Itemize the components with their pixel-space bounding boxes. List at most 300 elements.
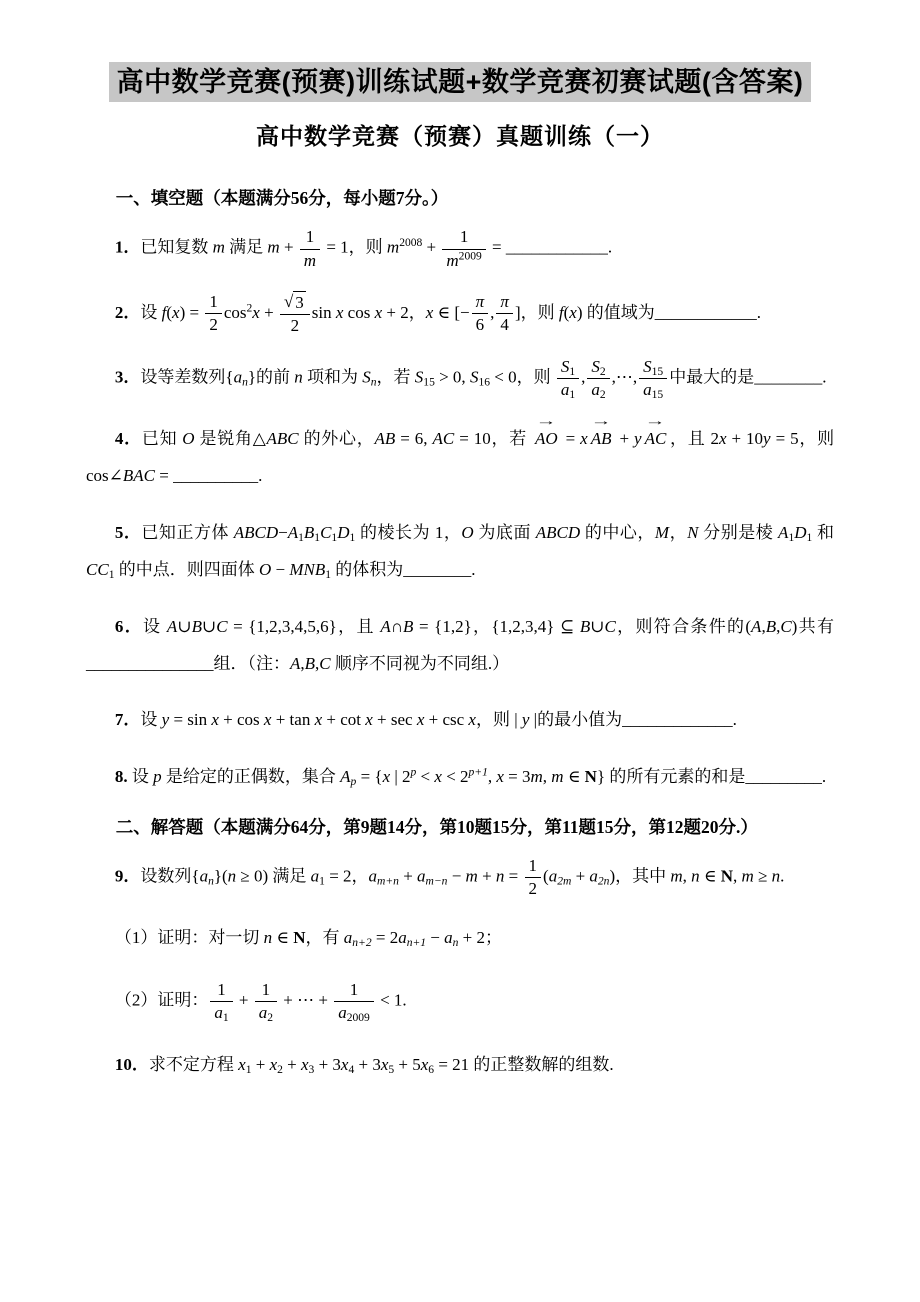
text-run: （1）证明：对一切 xyxy=(114,928,264,948)
math-roman: ∈ xyxy=(272,928,294,948)
math-variable: C xyxy=(780,616,792,636)
question-paragraph xyxy=(86,1046,834,1083)
fraction-numerator xyxy=(472,291,489,314)
math-variable: D xyxy=(337,522,350,542)
fraction-denominator xyxy=(442,250,485,272)
math-roman: − xyxy=(271,560,290,580)
math-subscript: 1 xyxy=(314,530,321,544)
math-roman: + xyxy=(279,237,298,257)
math-roman: {1,2,3,4} ⊆ xyxy=(491,616,580,636)
math-subscript: 2 xyxy=(267,1010,274,1024)
math-set-symbol: N xyxy=(293,928,306,948)
math-subscript: 6 xyxy=(428,1062,435,1076)
math-roman: > 0, xyxy=(434,367,470,387)
math-variable: n xyxy=(691,866,700,886)
math-variable: a xyxy=(560,379,570,399)
math-roman: = 2 xyxy=(371,928,399,948)
question-paragraph xyxy=(86,919,834,956)
math-variable: C xyxy=(216,616,228,636)
math-roman: + xyxy=(234,990,253,1010)
math-roman: ) = xyxy=(179,302,204,322)
math-subscript: 2 xyxy=(599,364,606,378)
text-run: 设数列 xyxy=(140,866,192,886)
math-variable: a xyxy=(338,1002,347,1022)
text-run: 已知 xyxy=(141,429,183,448)
math-roman: ( xyxy=(563,302,570,322)
math-variable: N xyxy=(687,522,699,542)
text-run: 中最大的是 xyxy=(669,367,755,387)
math-roman: + 2 xyxy=(382,302,409,322)
text-run: . xyxy=(402,990,407,1010)
math-roman: 6 xyxy=(475,315,485,335)
radical-content xyxy=(293,291,306,314)
question-number: 8. xyxy=(114,766,128,786)
math-variable: O xyxy=(182,429,195,448)
question-paragraph xyxy=(86,608,834,683)
math-variable: ABC xyxy=(266,429,299,448)
solution-questions-section xyxy=(86,855,834,1083)
math-variable: m xyxy=(303,250,317,270)
section-2-heading: 二、解答题（本题满分64分，第9题14分，第10题15分，第11题15分，第12题20分.） xyxy=(115,817,758,838)
math-roman: + tan xyxy=(271,710,315,730)
text-run: ，则 xyxy=(516,367,555,387)
text-run: ，则符合条件的 xyxy=(615,616,746,636)
text-run: 的棱长为 1， xyxy=(355,522,462,542)
math-subscript: 15 xyxy=(651,387,664,401)
math-roman: ____________. xyxy=(654,302,761,322)
math-roman: = xyxy=(560,429,581,448)
math-variable: x xyxy=(374,302,383,322)
question-paragraph xyxy=(86,226,834,271)
section-1-heading: 一、填空题（本题满分56分，每小题7分。） xyxy=(115,188,449,209)
math-variable: A xyxy=(380,616,391,636)
math-fraction xyxy=(255,979,277,1024)
math-superscript: p xyxy=(410,765,417,779)
math-variable: x xyxy=(365,710,373,730)
math-variable: y xyxy=(521,710,530,730)
math-variable: m xyxy=(551,766,564,786)
text-run: . xyxy=(780,866,785,886)
math-variable: x xyxy=(382,766,391,786)
fraction-denominator xyxy=(334,1002,374,1024)
math-variable: CC xyxy=(86,560,109,580)
math-roman: ( xyxy=(543,866,549,886)
fraction-numerator xyxy=(334,979,374,1002)
math-subscript: 1 xyxy=(349,530,356,544)
math-subscript: p xyxy=(350,774,357,788)
fill-in-questions-section xyxy=(86,226,834,795)
text-run: 的体积为 xyxy=(331,560,404,580)
math-variable: m xyxy=(741,866,754,886)
text-run: ，则 xyxy=(475,710,515,730)
math-roman: 1 xyxy=(528,856,538,876)
math-subscript: 2m xyxy=(557,874,572,888)
text-run: ，则 xyxy=(798,429,835,448)
fraction-numerator xyxy=(210,979,232,1002)
math-fraction xyxy=(525,855,542,900)
math-roman: = 10 xyxy=(454,429,491,448)
math-roman: + ⋯ + xyxy=(279,990,333,1010)
math-variable: S xyxy=(560,356,570,376)
math-fraction xyxy=(639,356,667,401)
math-roman: ) xyxy=(791,616,798,636)
math-variable: a xyxy=(444,928,453,948)
fraction-denominator xyxy=(300,250,320,272)
math-variable: x xyxy=(380,1054,389,1074)
math-roman: ( xyxy=(166,302,173,322)
math-variable: x xyxy=(416,710,425,730)
math-variable: A xyxy=(751,616,762,636)
text-run: ，若 xyxy=(490,429,532,448)
math-variable: B xyxy=(303,522,315,542)
text-run: 和 xyxy=(812,522,835,542)
math-variable: a xyxy=(643,379,652,399)
math-roman: { xyxy=(225,367,234,387)
math-roman: = { xyxy=(356,766,383,786)
math-variable: x xyxy=(569,302,577,322)
text-run: 的最小值为 xyxy=(537,710,623,730)
math-vector: AO → xyxy=(535,420,558,457)
fraction-denominator xyxy=(557,379,579,401)
math-roman: △ xyxy=(252,429,267,448)
math-subscript: 1 xyxy=(222,1010,229,1024)
fraction-numerator xyxy=(280,291,310,315)
math-variable: a xyxy=(589,866,598,886)
text-run: 为底面 xyxy=(473,522,536,542)
question-number: 2． xyxy=(114,302,141,322)
math-variable: ABCD xyxy=(233,522,279,542)
math-variable: n xyxy=(227,866,237,886)
math-roman: , xyxy=(761,616,766,636)
math-fraction xyxy=(334,979,374,1024)
question-paragraph xyxy=(86,356,834,401)
math-subscript: n+1 xyxy=(406,936,427,950)
math-roman: sin xyxy=(311,302,336,322)
math-roman: + 3 xyxy=(314,1054,341,1074)
math-subscript: 2 xyxy=(599,387,606,401)
fraction-denominator xyxy=(210,1002,232,1024)
math-variable: π xyxy=(475,292,485,312)
math-variable: a xyxy=(199,866,209,886)
math-variable: x xyxy=(252,302,260,322)
math-fraction xyxy=(442,226,485,271)
math-subscript: n xyxy=(452,936,459,950)
text-run: 求不定方程 xyxy=(148,1054,239,1074)
text-run: 设等差数列 xyxy=(140,367,226,387)
math-roman: = {1,2,3,4,5,6} xyxy=(227,616,337,636)
fraction-numerator xyxy=(300,226,320,249)
math-variable: A xyxy=(290,653,301,673)
math-variable: n xyxy=(771,866,781,886)
fraction-denominator xyxy=(255,1002,277,1024)
math-fraction xyxy=(205,291,222,336)
math-roman: , xyxy=(581,367,586,387)
question-paragraph xyxy=(86,758,834,795)
math-variable: π xyxy=(500,292,509,312)
math-fraction xyxy=(300,226,320,271)
math-roman: ∪ xyxy=(177,616,192,636)
math-subscript: 1 xyxy=(806,530,813,544)
math-subscript: 15 xyxy=(423,375,435,389)
math-roman: = __________. xyxy=(155,466,263,486)
math-roman: = 3 xyxy=(503,766,531,786)
text-run: 是锐角 xyxy=(194,429,253,448)
text-run: 是给定的正偶数，集合 xyxy=(161,766,341,786)
math-roman: + 2 xyxy=(458,928,486,948)
math-roman: + xyxy=(614,429,635,448)
math-subscript: 2n xyxy=(597,874,610,888)
question-number: 5． xyxy=(114,522,142,542)
math-fraction xyxy=(472,291,489,336)
math-roman: , xyxy=(315,653,320,673)
math-variable: y xyxy=(634,429,642,448)
fraction-numerator xyxy=(525,855,542,878)
question-number: 3． xyxy=(114,367,141,387)
math-roman: + 3 xyxy=(354,1054,381,1074)
math-variable: m xyxy=(465,866,478,886)
question-number: 1． xyxy=(114,237,141,257)
math-roman: ≥ xyxy=(753,866,772,886)
fraction-numerator xyxy=(442,226,485,249)
question-number: 10． xyxy=(114,1054,149,1074)
text-run: 已知正方体 xyxy=(141,522,234,542)
math-roman: _______________ xyxy=(86,653,214,673)
math-roman: 4 xyxy=(500,315,509,335)
math-variable: m xyxy=(530,766,543,786)
math-roman: = {1,2} xyxy=(413,616,472,636)
math-variable: B xyxy=(579,616,591,636)
math-roman: ∪ xyxy=(590,616,605,636)
math-roman: + 10 xyxy=(726,429,764,448)
math-variable: p xyxy=(153,766,162,786)
math-roman: ________. xyxy=(754,367,827,387)
math-subscript: 1 xyxy=(788,530,795,544)
math-roman: < 0 xyxy=(489,367,517,387)
math-roman: + cos xyxy=(218,710,264,730)
text-run: 已知复数 xyxy=(140,237,213,257)
text-run: 设 xyxy=(127,766,154,786)
math-variable: AB xyxy=(374,429,396,448)
fraction-denominator xyxy=(205,314,222,336)
math-subscript: 1 xyxy=(569,387,576,401)
math-fraction xyxy=(587,356,609,401)
text-run: 满足 xyxy=(224,237,268,257)
text-run: 项和为 xyxy=(302,367,363,387)
math-roman: = 2 xyxy=(324,866,352,886)
math-subscript: n xyxy=(370,375,377,389)
text-run: 设 xyxy=(140,710,162,730)
math-subscript: 3 xyxy=(308,1062,315,1076)
text-run: 设 xyxy=(140,302,162,322)
fraction-numerator xyxy=(255,979,277,1002)
math-roman: _________. xyxy=(745,766,827,786)
math-roman: ] xyxy=(514,302,521,322)
text-run: ，则 xyxy=(520,302,559,322)
question-paragraph xyxy=(86,855,834,900)
math-roman: 1 xyxy=(217,979,226,999)
math-variable: MNB xyxy=(289,560,326,580)
math-subscript: m+n xyxy=(377,874,399,888)
question-paragraph xyxy=(86,979,834,1024)
math-roman: }( xyxy=(213,866,228,886)
question-number: 4． xyxy=(114,429,142,448)
math-roman: 1 xyxy=(209,292,218,312)
text-run: 满足 xyxy=(268,866,311,886)
radical-symbol: √ xyxy=(283,291,294,311)
math-roman: 1 xyxy=(459,227,469,247)
math-roman: ∈ xyxy=(563,766,585,786)
math-subscript: 1 xyxy=(331,530,338,544)
math-roman: cos xyxy=(223,302,247,322)
math-roman: , xyxy=(776,616,781,636)
math-variable: C xyxy=(320,522,332,542)
math-roman: | 2 xyxy=(390,766,411,786)
text-run: 的所有元素的和是 xyxy=(605,766,746,786)
math-superscript: 2009 xyxy=(458,249,482,263)
math-subscript: 5 xyxy=(388,1062,395,1076)
math-variable: x xyxy=(340,1054,349,1074)
math-variable: a xyxy=(417,866,426,886)
text-run: 顺序不同视为不同组.） xyxy=(330,653,510,673)
math-variable: x xyxy=(238,1054,246,1074)
math-roman: − xyxy=(278,522,288,542)
math-variable: x xyxy=(335,302,344,322)
math-roman: + xyxy=(282,1054,301,1074)
math-roman: + 5 xyxy=(394,1054,421,1074)
math-subscript: n xyxy=(242,375,248,389)
math-roman: − xyxy=(426,928,445,948)
title-row xyxy=(86,62,834,102)
fraction-numerator xyxy=(205,291,222,314)
math-fraction xyxy=(280,291,310,337)
document-title: 高中数学竞赛(预赛)训练试题+数学竞赛初赛试题(含答案) xyxy=(109,62,812,102)
math-subscript: 16 xyxy=(478,375,490,389)
math-roman: 1 xyxy=(349,979,359,999)
math-variable: C xyxy=(319,653,331,673)
math-roman: 2 xyxy=(710,429,719,448)
math-superscript: 2 xyxy=(246,301,253,315)
text-run: ， xyxy=(669,522,688,542)
math-sqrt xyxy=(284,291,306,314)
text-run: ，有 xyxy=(305,928,344,948)
math-roman: | xyxy=(529,710,538,730)
math-variable: M xyxy=(654,522,670,542)
document-subtitle: 高中数学竞赛（预赛）真题训练（一） xyxy=(256,124,664,150)
fraction-numerator xyxy=(496,291,513,314)
math-variable: a xyxy=(258,1002,268,1022)
math-roman: = 6, xyxy=(395,429,433,448)
text-run: 的外心， xyxy=(298,429,375,448)
math-variable: x xyxy=(580,429,588,448)
math-variable: S xyxy=(469,367,479,387)
text-run: （2）证明： xyxy=(114,990,209,1010)
text-run: 组．（注： xyxy=(213,653,290,673)
math-vector: AB → xyxy=(591,420,612,457)
math-variable: ABCD xyxy=(535,522,581,542)
math-variable: A xyxy=(166,616,178,636)
math-roman: + sec xyxy=(372,710,417,730)
math-variable: a xyxy=(398,928,407,948)
math-subscript: 1 xyxy=(325,568,332,582)
math-subscript: 2009 xyxy=(346,1010,370,1024)
math-roman: cos∠ xyxy=(86,466,123,486)
math-roman: } xyxy=(247,367,257,387)
math-variable: A xyxy=(340,766,351,786)
math-variable: a xyxy=(591,379,600,399)
math-variable: a xyxy=(548,866,558,886)
math-variable: A xyxy=(778,522,789,542)
math-variable: x xyxy=(718,429,727,448)
math-variable: x xyxy=(420,1054,429,1074)
math-variable: O xyxy=(461,522,474,542)
math-roman: ________. xyxy=(403,560,476,580)
math-roman: ) xyxy=(576,302,583,322)
math-variable: n xyxy=(294,367,303,387)
text-run: ，且 xyxy=(336,616,381,636)
fraction-denominator xyxy=(639,379,667,401)
text-run: ，其中 xyxy=(615,866,671,886)
text-run: ， xyxy=(408,302,426,322)
question-number: 7． xyxy=(114,710,141,730)
fraction-denominator xyxy=(472,314,489,336)
math-variable: AC xyxy=(432,429,455,448)
question-paragraph xyxy=(86,420,834,495)
fraction-denominator xyxy=(280,315,310,337)
math-roman: } xyxy=(596,766,606,786)
math-variable: O xyxy=(258,560,272,580)
text-run: ，则 xyxy=(348,237,387,257)
math-variable: B xyxy=(191,616,202,636)
math-subscript: 1 xyxy=(298,530,304,544)
math-variable: x xyxy=(468,710,476,730)
math-variable: x xyxy=(314,710,323,730)
math-roman: ∈ [− xyxy=(433,302,470,322)
math-variable: f xyxy=(558,302,564,322)
text-run: 有 xyxy=(816,616,834,636)
math-variable: BAC xyxy=(122,466,156,486)
question-paragraph xyxy=(86,291,834,337)
text-run: 分别是棱 xyxy=(698,522,779,542)
fraction-denominator xyxy=(587,379,609,401)
question-paragraph xyxy=(86,514,834,589)
math-roman: = 1 xyxy=(322,237,349,257)
math-variable: a xyxy=(368,866,378,886)
text-run: 的正整数解的组数. xyxy=(469,1054,614,1074)
math-subscript: 15 xyxy=(651,364,664,378)
text-run: ， xyxy=(471,616,492,636)
question-paragraph xyxy=(86,701,834,738)
math-roman: < 1 xyxy=(375,990,403,1010)
math-variable: a xyxy=(310,866,320,886)
text-run: ； xyxy=(485,928,503,948)
math-variable: m xyxy=(386,237,400,257)
fraction-denominator xyxy=(525,878,542,900)
math-roman: = 5 xyxy=(770,429,799,448)
math-roman: 1 xyxy=(305,227,315,247)
math-variable: x xyxy=(263,710,272,730)
math-roman: − xyxy=(447,866,466,886)
math-variable: m xyxy=(446,250,459,270)
math-variable: A xyxy=(287,522,299,542)
math-subscript: 1 xyxy=(569,364,576,378)
math-roman: + xyxy=(259,302,278,322)
math-subscript: 4 xyxy=(348,1062,355,1076)
math-superscript: 2008 xyxy=(399,236,423,250)
text-run: 的前 xyxy=(256,367,295,387)
math-roman: cos xyxy=(343,302,375,322)
math-variable: B xyxy=(403,616,414,636)
math-roman: , xyxy=(490,302,495,322)
